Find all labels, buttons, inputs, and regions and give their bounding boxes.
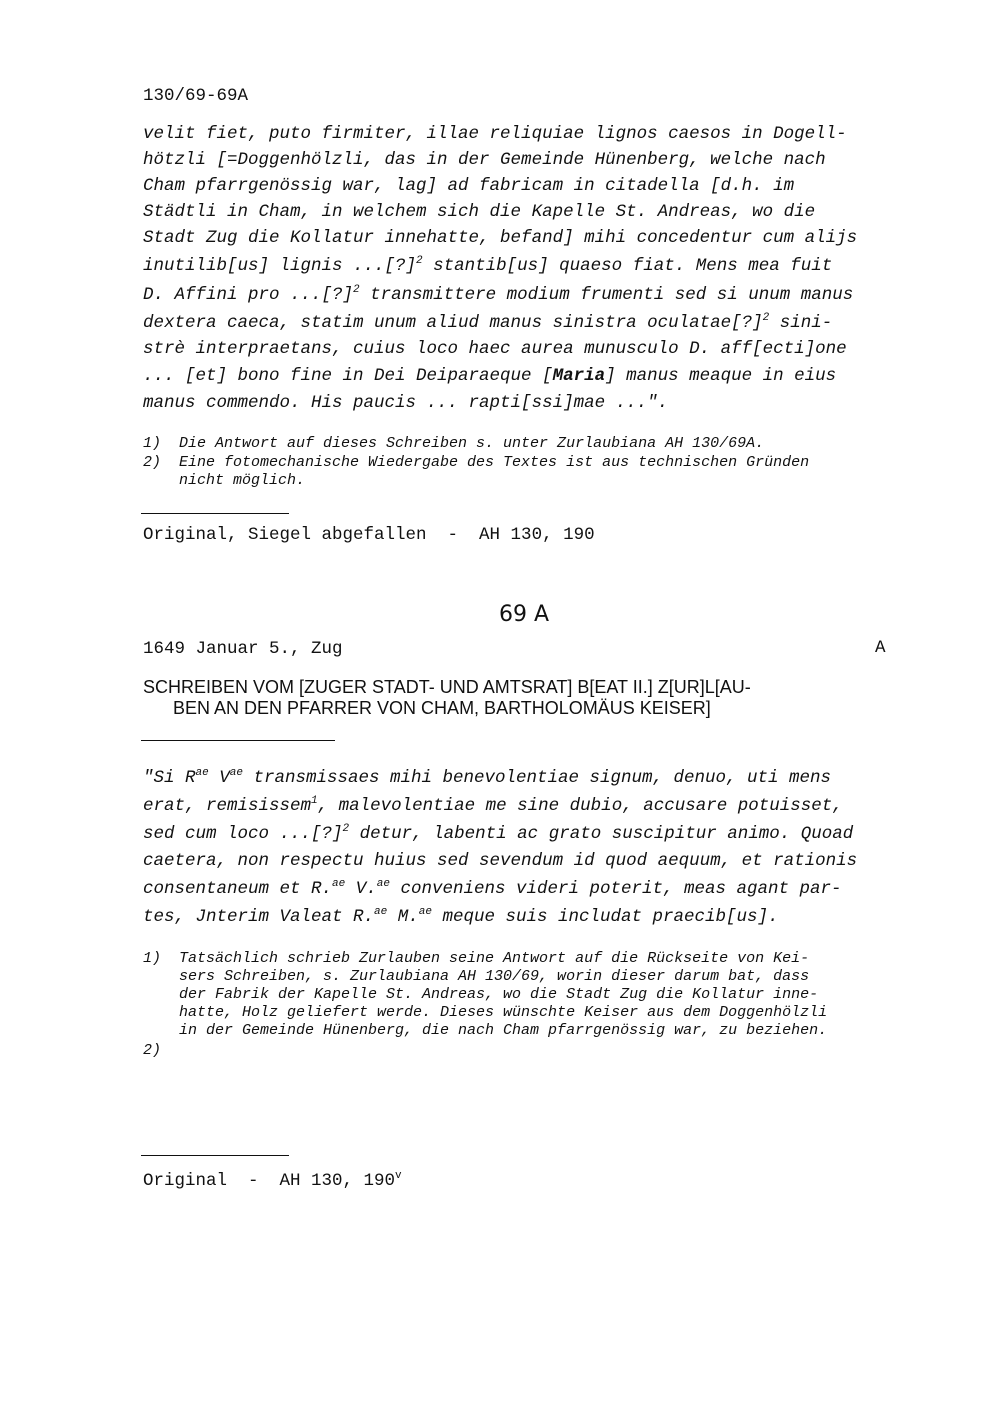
body-line-9: strè interpraetans, cuius loco haec aurea munusculo D. aff[ecti]one xyxy=(143,339,847,359)
source-note: Original, Siegel abgefallen - AH 130, 190 xyxy=(143,525,595,545)
body-line-3: Cham pfarrgenössig war, lag] ad fabricam in citadella [d.h. im xyxy=(143,176,795,196)
footnote-ref: 2 xyxy=(342,823,350,835)
body-line-4: Städtli in Cham, in welchem sich die Kapelle St. Andreas, wo die xyxy=(143,202,816,222)
body-line-7: D. Affini pro ...[?]$^2$ transmittere modium frumenti sed si unum manus xyxy=(143,284,854,305)
body-line-4: caetera, non respectu huius sed sevendum id quod aequum, et rationis xyxy=(143,851,858,871)
source-note: Original - AH 130, 190$^v$ xyxy=(143,1170,402,1191)
body-line-1: "Si $R^{ae}$ $V^{ae}$ transmissaes mihi benevolentiae signum, denuo, uti mens xyxy=(143,767,832,788)
body-line-3: sed cum loco ...[?]$^2$ detur, labenti ac grato suscipitur animo. Quoad xyxy=(143,823,854,844)
divider xyxy=(141,1155,289,1156)
footnote-text: sers Schreiben, s. Zurlaubiana AH 130/69, worin dieser darum bat, dass xyxy=(179,968,810,985)
footnote-number: 2) xyxy=(143,454,162,471)
date-place: 1649 Januar 5., Zug xyxy=(143,639,343,659)
document-title-line-2: BEN AN DEN PFARRER VON CHAM, BARTHOLOMÄUS KEISER] xyxy=(143,698,711,718)
body-line-2: hötzli [=Doggenhölzli, das in der Gemeinde Hünenberg, welche nach xyxy=(143,150,826,170)
bold-name: Maria xyxy=(552,366,606,386)
body-line-5: consentaneum et R.$^{ae}$ V.$^{ae}$ conveniens videri poterit, meas agant par- xyxy=(143,878,842,899)
document-letter: A xyxy=(875,638,886,658)
footnote-number: 1) xyxy=(143,435,162,452)
body-line-11: manus commendo. His paucis ... rapti[ssi]mae ...". xyxy=(143,393,669,413)
footnote-ref: 2 xyxy=(762,312,770,324)
body-line-10: ... [et] bono fine in Dei Deiparaeque [Maria] manus meaque in eius xyxy=(143,366,837,386)
footnote-text: Die Antwort auf dieses Schreiben s. unter Zurlaubiana AH 130/69A. xyxy=(179,435,765,452)
footnote-text: nicht möglich. xyxy=(179,472,306,489)
footnote-ref: 1 xyxy=(311,795,318,807)
footnote-text: Tatsächlich schrieb Zurlauben seine Antwort auf die Rückseite von Kei- xyxy=(179,950,810,967)
divider xyxy=(141,740,335,741)
document-number: 69 A xyxy=(498,602,550,627)
document-title-line-1: SCHREIBEN VOM [ZUGER STADT- UND AMTSRAT] B[EAT II.] Z[UR]L[AU- xyxy=(143,677,751,697)
footnote-number: 1) xyxy=(143,950,162,967)
page-reference: 130/69-69A xyxy=(143,86,249,106)
footnote-text: in der Gemeinde Hünenberg, die nach Cham pfarrgenössig war, zu beziehen. xyxy=(179,1022,828,1039)
body-line-6: inutilib[us] lignis ...[?]$^2$ stantib[us] quaeso fiat. Mens mea fuit xyxy=(143,255,833,276)
body-line-2: erat, remisissem$^1$, malevolentiae me sine dubio, accusare potuisset, xyxy=(143,795,843,816)
divider xyxy=(141,513,289,514)
footnote-ref: 2 xyxy=(353,284,360,296)
body-line-5: Stadt Zug die Kollatur innehatte, befand] mihi concedentur cum alijs xyxy=(143,228,858,248)
footnote-text: der Fabrik der Kapelle St. Andreas, wo die Stadt Zug die Kollatur inne- xyxy=(179,986,819,1003)
body-line-1: velit fiet, puto firmiter, illae reliquiae lignos caesos in Dogell- xyxy=(143,124,847,144)
body-line-8: dextera caeca, statim unum aliud manus sinistra oculatae[?]$^2$ sini- xyxy=(143,312,833,333)
footnote-text: Eine fotomechanische Wiedergabe des Textes ist aus technischen Gründen xyxy=(179,454,810,471)
body-line-6: tes, Jnterim Valeat R.$^{ae}$ M.$^{ae}$ meque suis includat praecib[us]. xyxy=(143,906,779,927)
footnote-number: 2) xyxy=(143,1042,162,1059)
footnote-text: hatte, Holz geliefert werde. Dieses wünschte Keiser aus dem Doggenhölzli xyxy=(179,1004,828,1021)
footnote-ref: 2 xyxy=(416,255,423,267)
